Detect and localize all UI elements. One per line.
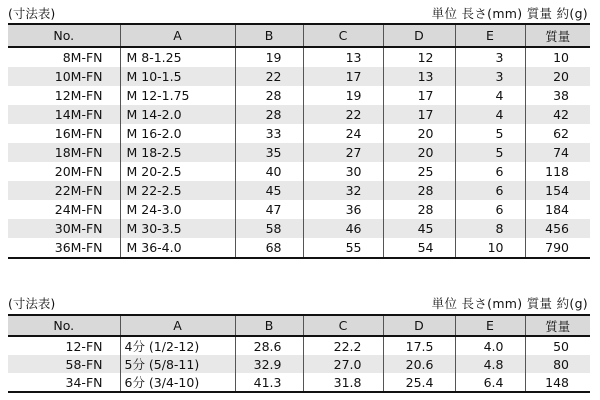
column-header-b: B xyxy=(235,24,303,47)
cell-c: 46 xyxy=(303,219,383,238)
cell-b: 22 xyxy=(235,67,303,86)
cell-d: 45 xyxy=(383,219,455,238)
cell-d: 17.5 xyxy=(383,336,455,355)
dimension-table-inch xyxy=(8,314,590,393)
cell-e: 8 xyxy=(455,219,525,238)
column-header-e: E xyxy=(455,315,525,336)
cell-no: 22M-FN xyxy=(8,181,120,200)
column-header-mass: 質量 xyxy=(525,24,590,47)
cell-a: M 18-2.5 xyxy=(120,143,235,162)
cell-mass: 74 xyxy=(525,143,590,162)
cell-e: 10 xyxy=(455,238,525,258)
cell-d: 25.4 xyxy=(383,373,455,392)
cell-mass: 20 xyxy=(525,67,590,86)
column-header-no: No. xyxy=(8,24,120,47)
cell-no: 24M-FN xyxy=(8,200,120,219)
cell-b: 35 xyxy=(235,143,303,162)
column-header-b: B xyxy=(235,315,303,336)
cell-no: 34-FN xyxy=(8,373,120,392)
cell-mass: 456 xyxy=(525,219,590,238)
cell-no: 12M-FN xyxy=(8,86,120,105)
cell-mass: 80 xyxy=(525,355,590,373)
table2-caption: (寸法表) xyxy=(8,296,56,311)
cell-d: 25 xyxy=(383,162,455,181)
cell-c: 32 xyxy=(303,181,383,200)
cell-c: 31.8 xyxy=(303,373,383,392)
cell-c: 13 xyxy=(303,47,383,67)
cell-c: 24 xyxy=(303,124,383,143)
cell-e: 4.0 xyxy=(455,336,525,355)
cell-d: 13 xyxy=(383,67,455,86)
cell-a: M 20-2.5 xyxy=(120,162,235,181)
cell-a: M 8-1.25 xyxy=(120,47,235,67)
cell-b: 19 xyxy=(235,47,303,67)
table-row xyxy=(8,86,590,105)
table-row xyxy=(8,162,590,181)
column-header-a: A xyxy=(120,315,235,336)
cell-d: 54 xyxy=(383,238,455,258)
cell-no: 14M-FN xyxy=(8,105,120,124)
column-header-a: A xyxy=(120,24,235,47)
cell-mass: 50 xyxy=(525,336,590,355)
column-header-no: No. xyxy=(8,315,120,336)
cell-b: 33 xyxy=(235,124,303,143)
cell-mass: 38 xyxy=(525,86,590,105)
cell-e: 4 xyxy=(455,105,525,124)
cell-e: 4.8 xyxy=(455,355,525,373)
table2-units: 単位 長さ(mm) 質量 約(g) xyxy=(431,296,588,311)
table-row xyxy=(8,105,590,124)
cell-b: 40 xyxy=(235,162,303,181)
table-row xyxy=(8,181,590,200)
cell-d: 17 xyxy=(383,86,455,105)
header-row xyxy=(8,24,590,47)
cell-a: M 16-2.0 xyxy=(120,124,235,143)
cell-d: 20.6 xyxy=(383,355,455,373)
cell-d: 12 xyxy=(383,47,455,67)
cell-a: M 10-1.5 xyxy=(120,67,235,86)
cell-a: M 24-3.0 xyxy=(120,200,235,219)
cell-c: 55 xyxy=(303,238,383,258)
cell-c: 22 xyxy=(303,105,383,124)
cell-no: 58-FN xyxy=(8,355,120,373)
cell-d: 20 xyxy=(383,143,455,162)
table-row xyxy=(8,143,590,162)
cell-d: 28 xyxy=(383,181,455,200)
cell-b: 47 xyxy=(235,200,303,219)
cell-e: 6 xyxy=(455,200,525,219)
cell-d: 20 xyxy=(383,124,455,143)
cell-d: 28 xyxy=(383,200,455,219)
cell-e: 5 xyxy=(455,143,525,162)
table-row xyxy=(8,124,590,143)
cell-e: 6 xyxy=(455,181,525,200)
cell-a: 6分 (3/4-10) xyxy=(120,373,235,392)
column-header-e: E xyxy=(455,24,525,47)
cell-mass: 154 xyxy=(525,181,590,200)
cell-mass: 42 xyxy=(525,105,590,124)
cell-a: M 22-2.5 xyxy=(120,181,235,200)
cell-no: 12-FN xyxy=(8,336,120,355)
cell-b: 32.9 xyxy=(235,355,303,373)
cell-b: 68 xyxy=(235,238,303,258)
cell-e: 4 xyxy=(455,86,525,105)
table-row xyxy=(8,336,590,355)
cell-no: 36M-FN xyxy=(8,238,120,258)
cell-b: 45 xyxy=(235,181,303,200)
cell-a: M 14-2.0 xyxy=(120,105,235,124)
column-header-d: D xyxy=(383,315,455,336)
cell-a: 5分 (5/8-11) xyxy=(120,355,235,373)
cell-b: 41.3 xyxy=(235,373,303,392)
table-row xyxy=(8,47,590,67)
cell-no: 8M-FN xyxy=(8,47,120,67)
cell-no: 16M-FN xyxy=(8,124,120,143)
column-header-mass: 質量 xyxy=(525,315,590,336)
cell-c: 17 xyxy=(303,67,383,86)
table-row xyxy=(8,238,590,258)
cell-a: M 36-4.0 xyxy=(120,238,235,258)
cell-c: 30 xyxy=(303,162,383,181)
table-row xyxy=(8,355,590,373)
cell-b: 58 xyxy=(235,219,303,238)
cell-b: 28.6 xyxy=(235,336,303,355)
cell-e: 6.4 xyxy=(455,373,525,392)
table-row xyxy=(8,219,590,238)
table-row xyxy=(8,200,590,219)
cell-mass: 184 xyxy=(525,200,590,219)
cell-a: M 30-3.5 xyxy=(120,219,235,238)
cell-mass: 790 xyxy=(525,238,590,258)
cell-no: 18M-FN xyxy=(8,143,120,162)
cell-mass: 118 xyxy=(525,162,590,181)
cell-b: 28 xyxy=(235,86,303,105)
cell-mass: 148 xyxy=(525,373,590,392)
cell-no: 20M-FN xyxy=(8,162,120,181)
cell-e: 3 xyxy=(455,67,525,86)
column-header-c: C xyxy=(303,24,383,47)
column-header-d: D xyxy=(383,24,455,47)
cell-c: 19 xyxy=(303,86,383,105)
table-row xyxy=(8,67,590,86)
dimension-table-metric xyxy=(8,23,590,259)
table1-units: 単位 長さ(mm) 質量 約(g) xyxy=(431,6,588,21)
cell-b: 28 xyxy=(235,105,303,124)
cell-a: M 12-1.75 xyxy=(120,86,235,105)
cell-mass: 62 xyxy=(525,124,590,143)
cell-e: 6 xyxy=(455,162,525,181)
cell-e: 3 xyxy=(455,47,525,67)
header-row xyxy=(8,315,590,336)
cell-e: 5 xyxy=(455,124,525,143)
cell-no: 10M-FN xyxy=(8,67,120,86)
cell-mass: 10 xyxy=(525,47,590,67)
cell-no: 30M-FN xyxy=(8,219,120,238)
column-header-c: C xyxy=(303,315,383,336)
cell-c: 22.2 xyxy=(303,336,383,355)
table1-caption: (寸法表) xyxy=(8,6,56,21)
table-row xyxy=(8,373,590,392)
cell-c: 27.0 xyxy=(303,355,383,373)
cell-c: 27 xyxy=(303,143,383,162)
cell-a: 4分 (1/2-12) xyxy=(120,336,235,355)
cell-c: 36 xyxy=(303,200,383,219)
cell-d: 17 xyxy=(383,105,455,124)
